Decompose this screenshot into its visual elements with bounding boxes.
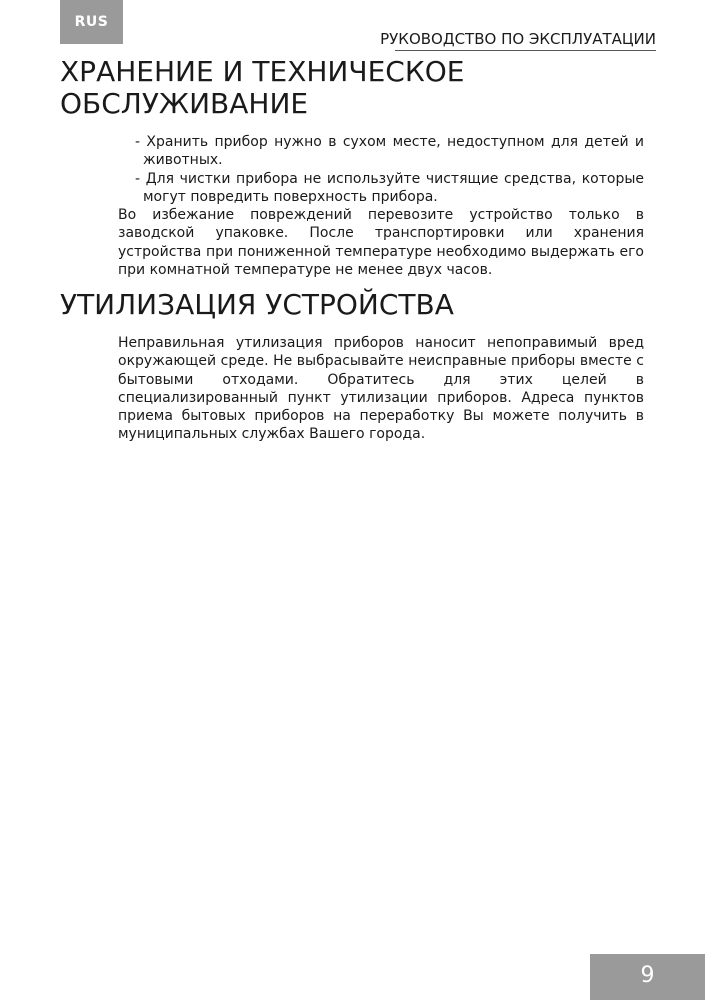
disposal-paragraph: Неправильная утилизация приборов наносит непоправимый вред окружающей среде. Не выбрасывайте неисправные приборы вместе с бытовыми отходами. Обратитесь для этих целей в специализированный пункт утилизации приборов. Адреса пунктов приема бытовых приборов на переработку Вы можете получить в муниципальных службах Вашего города. [118, 335, 644, 443]
section-title-storage-line2: ОБСЛУЖИВАНИЕ [60, 87, 309, 120]
section-title-storage [60, 56, 464, 120]
storage-bullet-dry-place: - Хранить прибор нужно в сухом месте, недоступном для детей и животных. [135, 134, 644, 169]
language-tab: RUS [60, 0, 123, 44]
section-title-storage-line1: ХРАНЕНИЕ И ТЕХНИЧЕСКОЕ [60, 55, 465, 88]
storage-bullet-cleaning: - Для чистки прибора не используйте чистящие средства, которые могут повредить поверхность прибора. [135, 170, 644, 205]
page-number: 9 [590, 954, 705, 1000]
running-header-title: РУКОВОДСТВО ПО ЭКСПЛУАТАЦИИ [380, 30, 656, 48]
storage-transport-paragraph: Во избежание повреждений перевозите устройство только в заводской упаковке. После транспортировки или хранения устройства при пониженной температуре необходимо выдержать его при комнатной температуре не менее двух часов. [118, 207, 644, 279]
storage-text-block [118, 133, 644, 279]
disposal-text-block [118, 334, 644, 444]
header-divider [395, 50, 656, 51]
section-title-disposal: УТИЛИЗАЦИЯ УСТРОЙСТВА [60, 288, 454, 321]
